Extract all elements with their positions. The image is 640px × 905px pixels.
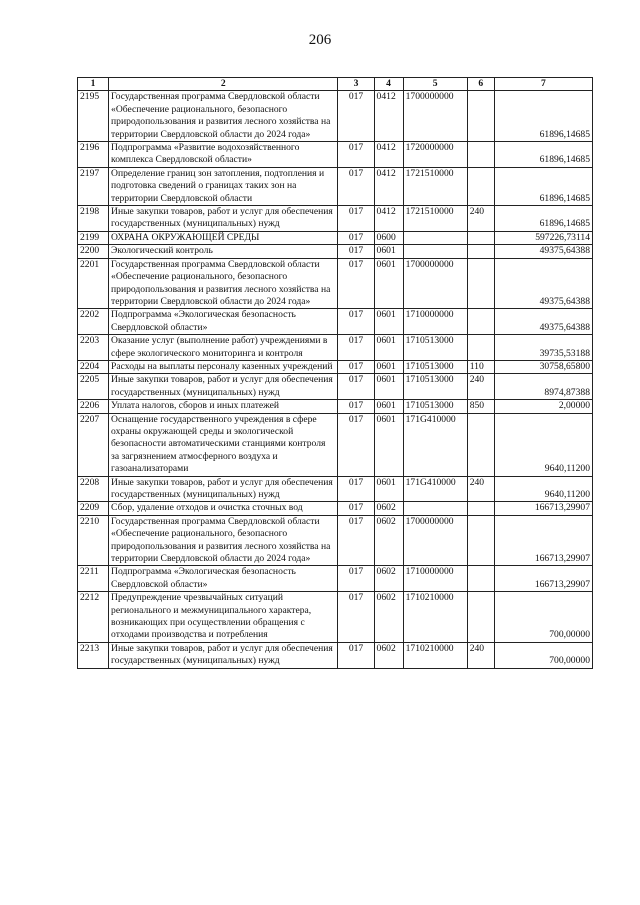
row-number: 2199 bbox=[78, 231, 109, 244]
row-amount: 61896,14685 bbox=[494, 206, 592, 232]
table-row bbox=[78, 167, 593, 205]
row-amount: 8974,87388 bbox=[494, 374, 592, 400]
row-code-3: 017 bbox=[338, 476, 374, 502]
row-target-code: 1720000000 bbox=[403, 142, 467, 168]
row-number: 2201 bbox=[78, 258, 109, 309]
row-number: 2195 bbox=[78, 91, 109, 142]
row-expense-type bbox=[467, 142, 494, 168]
row-number: 2208 bbox=[78, 476, 109, 502]
row-target-code: 1710000000 bbox=[403, 566, 467, 592]
row-section-code: 0601 bbox=[374, 374, 403, 400]
row-code-3: 017 bbox=[338, 231, 374, 244]
row-section-code: 0601 bbox=[374, 335, 403, 361]
row-target-code: 1700000000 bbox=[403, 91, 467, 142]
table-row bbox=[78, 245, 593, 258]
row-expense-type bbox=[467, 231, 494, 244]
row-number: 2196 bbox=[78, 142, 109, 168]
row-target-code bbox=[403, 502, 467, 515]
row-number: 2202 bbox=[78, 309, 109, 335]
row-target-code: 1710513000 bbox=[403, 360, 467, 373]
row-name: Государственная программа Свердловской области «Обеспечение рационального, безопасного природопользования и развития лесного хозяйства на территории Свердловской области до 2024 года» bbox=[109, 515, 338, 566]
header-cell-1: 1 bbox=[78, 78, 109, 91]
row-name: Иные закупки товаров, работ и услуг для обеспечения государственных (муниципальных) нужд bbox=[109, 476, 338, 502]
row-code-3: 017 bbox=[338, 400, 374, 413]
row-amount: 9640,11200 bbox=[494, 413, 592, 476]
row-expense-type bbox=[467, 309, 494, 335]
row-section-code: 0412 bbox=[374, 167, 403, 205]
row-amount: 61896,14685 bbox=[494, 142, 592, 168]
row-code-3: 017 bbox=[338, 566, 374, 592]
row-target-code: 1710513000 bbox=[403, 374, 467, 400]
row-name: Иные закупки товаров, работ и услуг для обеспечения государственных (муниципальных) нужд bbox=[109, 206, 338, 232]
row-section-code: 0602 bbox=[374, 502, 403, 515]
row-code-3: 017 bbox=[338, 413, 374, 476]
row-code-3: 017 bbox=[338, 642, 374, 668]
row-number: 2198 bbox=[78, 206, 109, 232]
table-row bbox=[78, 309, 593, 335]
row-section-code: 0602 bbox=[374, 566, 403, 592]
row-amount: 49375,64388 bbox=[494, 245, 592, 258]
table-row bbox=[78, 566, 593, 592]
row-number: 2204 bbox=[78, 360, 109, 373]
row-expense-type: 240 bbox=[467, 642, 494, 668]
row-name: Расходы на выплаты персоналу казенных учреждений bbox=[109, 360, 338, 373]
row-section-code: 0601 bbox=[374, 400, 403, 413]
row-amount: 700,00000 bbox=[494, 642, 592, 668]
row-name: Уплата налогов, сборов и иных платежей bbox=[109, 400, 338, 413]
row-target-code: 171G410000 bbox=[403, 476, 467, 502]
row-code-3: 017 bbox=[338, 142, 374, 168]
table-row bbox=[78, 400, 593, 413]
table-row bbox=[78, 91, 593, 142]
row-target-code: 1700000000 bbox=[403, 258, 467, 309]
row-target-code: 1710210000 bbox=[403, 592, 467, 643]
row-amount: 61896,14685 bbox=[494, 167, 592, 205]
row-name: Подпрограмма «Развитие водохозяйственного комплекса Свердловской области» bbox=[109, 142, 338, 168]
row-section-code: 0601 bbox=[374, 309, 403, 335]
row-number: 2203 bbox=[78, 335, 109, 361]
row-number: 2206 bbox=[78, 400, 109, 413]
row-number: 2211 bbox=[78, 566, 109, 592]
row-name: Подпрограмма «Экологическая безопасность Свердловской области» bbox=[109, 566, 338, 592]
row-expense-type bbox=[467, 413, 494, 476]
row-expense-type: 240 bbox=[467, 374, 494, 400]
row-name: Иные закупки товаров, работ и услуг для обеспечения государственных (муниципальных) нужд bbox=[109, 642, 338, 668]
header-cell-7: 7 bbox=[494, 78, 592, 91]
row-name: Государственная программа Свердловской области «Обеспечение рационального, безопасного природопользования и развития лесного хозяйства на территории Свердловской области до 2024 года» bbox=[109, 258, 338, 309]
row-target-code: 171G410000 bbox=[403, 413, 467, 476]
row-target-code: 1710000000 bbox=[403, 309, 467, 335]
row-expense-type bbox=[467, 592, 494, 643]
header-cell-2: 2 bbox=[109, 78, 338, 91]
row-expense-type: 240 bbox=[467, 206, 494, 232]
row-section-code: 0601 bbox=[374, 476, 403, 502]
row-number: 2207 bbox=[78, 413, 109, 476]
row-code-3: 017 bbox=[338, 167, 374, 205]
row-expense-type bbox=[467, 566, 494, 592]
row-name: Экологический контроль bbox=[109, 245, 338, 258]
row-name: ОХРАНА ОКРУЖАЮЩЕЙ СРЕДЫ bbox=[109, 231, 338, 244]
row-amount: 61896,14685 bbox=[494, 91, 592, 142]
table-row bbox=[78, 206, 593, 232]
table-row bbox=[78, 258, 593, 309]
budget-table bbox=[77, 77, 593, 669]
row-target-code bbox=[403, 245, 467, 258]
row-name: Государственная программа Свердловской области «Обеспечение рационального, безопасного природопользования и развития лесного хозяйства на территории Свердловской области до 2024 года» bbox=[109, 91, 338, 142]
row-amount: 597226,73114 bbox=[494, 231, 592, 244]
table-row bbox=[78, 515, 593, 566]
row-code-3: 017 bbox=[338, 502, 374, 515]
row-section-code: 0601 bbox=[374, 258, 403, 309]
row-number: 2197 bbox=[78, 167, 109, 205]
row-expense-type bbox=[467, 515, 494, 566]
row-section-code: 0602 bbox=[374, 642, 403, 668]
table-row bbox=[78, 592, 593, 643]
row-amount: 700,00000 bbox=[494, 592, 592, 643]
table-row bbox=[78, 502, 593, 515]
table-row bbox=[78, 231, 593, 244]
row-number: 2200 bbox=[78, 245, 109, 258]
row-code-3: 017 bbox=[338, 91, 374, 142]
row-code-3: 017 bbox=[338, 258, 374, 309]
row-name: Оказание услуг (выполнение работ) учреждениями в сфере экологического мониторинга и контроля bbox=[109, 335, 338, 361]
row-expense-type bbox=[467, 258, 494, 309]
page-number: 206 bbox=[308, 32, 332, 48]
row-name: Иные закупки товаров, работ и услуг для обеспечения государственных (муниципальных) нужд bbox=[109, 374, 338, 400]
row-code-3: 017 bbox=[338, 374, 374, 400]
row-expense-type: 850 bbox=[467, 400, 494, 413]
row-section-code: 0601 bbox=[374, 245, 403, 258]
header-cell-3: 3 bbox=[338, 78, 374, 91]
table-row bbox=[78, 413, 593, 476]
row-code-3: 017 bbox=[338, 515, 374, 566]
header-row bbox=[78, 78, 593, 91]
row-section-code: 0412 bbox=[374, 91, 403, 142]
table-row bbox=[78, 374, 593, 400]
row-name: Подпрограмма «Экологическая безопасность Свердловской области» bbox=[109, 309, 338, 335]
row-code-3: 017 bbox=[338, 335, 374, 361]
row-name: Предупреждение чрезвычайных ситуаций регионального и межмуниципального характера, возникающих при осуществлении обращения с отходами производства и потребления bbox=[109, 592, 338, 643]
row-code-3: 017 bbox=[338, 245, 374, 258]
row-target-code: 1700000000 bbox=[403, 515, 467, 566]
row-section-code: 0412 bbox=[374, 142, 403, 168]
row-target-code: 1710210000 bbox=[403, 642, 467, 668]
row-section-code: 0412 bbox=[374, 206, 403, 232]
header-cell-6: 6 bbox=[467, 78, 494, 91]
row-name: Оснащение государственного учреждения в сфере охраны окружающей среды и экологической безопасности автоматическими станциями контроля за загрязнением атмосферного воздуха и газоанализаторами bbox=[109, 413, 338, 476]
row-amount: 9640,11200 bbox=[494, 476, 592, 502]
row-target-code bbox=[403, 231, 467, 244]
header-cell-5: 5 bbox=[403, 78, 467, 91]
row-expense-type bbox=[467, 91, 494, 142]
row-code-3: 017 bbox=[338, 309, 374, 335]
row-amount: 166713,29907 bbox=[494, 515, 592, 566]
row-amount: 39735,53188 bbox=[494, 335, 592, 361]
row-target-code: 1721510000 bbox=[403, 206, 467, 232]
row-section-code: 0602 bbox=[374, 515, 403, 566]
row-amount: 166713,29907 bbox=[494, 502, 592, 515]
row-expense-type: 110 bbox=[467, 360, 494, 373]
row-number: 2212 bbox=[78, 592, 109, 643]
row-expense-type bbox=[467, 245, 494, 258]
table-row bbox=[78, 142, 593, 168]
row-target-code: 1721510000 bbox=[403, 167, 467, 205]
row-name: Определение границ зон затопления, подтопления и подготовка сведений о границах таких зон на территории Свердловской области bbox=[109, 167, 338, 205]
table-row bbox=[78, 476, 593, 502]
row-target-code: 1710513000 bbox=[403, 335, 467, 361]
row-section-code: 0602 bbox=[374, 592, 403, 643]
row-expense-type bbox=[467, 335, 494, 361]
table-row bbox=[78, 642, 593, 668]
row-expense-type bbox=[467, 167, 494, 205]
row-code-3: 017 bbox=[338, 360, 374, 373]
row-number: 2210 bbox=[78, 515, 109, 566]
row-name: Сбор, удаление отходов и очистка сточных вод bbox=[109, 502, 338, 515]
row-expense-type: 240 bbox=[467, 476, 494, 502]
row-section-code: 0600 bbox=[374, 231, 403, 244]
row-code-3: 017 bbox=[338, 592, 374, 643]
row-section-code: 0601 bbox=[374, 360, 403, 373]
table-row bbox=[78, 360, 593, 373]
row-amount: 2,00000 bbox=[494, 400, 592, 413]
table-row bbox=[78, 335, 593, 361]
row-amount: 49375,64388 bbox=[494, 258, 592, 309]
row-amount: 166713,29907 bbox=[494, 566, 592, 592]
row-code-3: 017 bbox=[338, 206, 374, 232]
row-expense-type bbox=[467, 502, 494, 515]
row-number: 2213 bbox=[78, 642, 109, 668]
row-number: 2209 bbox=[78, 502, 109, 515]
row-target-code: 1710513000 bbox=[403, 400, 467, 413]
row-amount: 49375,64388 bbox=[494, 309, 592, 335]
row-section-code: 0601 bbox=[374, 413, 403, 476]
row-amount: 30758,65800 bbox=[494, 360, 592, 373]
header-cell-4: 4 bbox=[374, 78, 403, 91]
row-number: 2205 bbox=[78, 374, 109, 400]
